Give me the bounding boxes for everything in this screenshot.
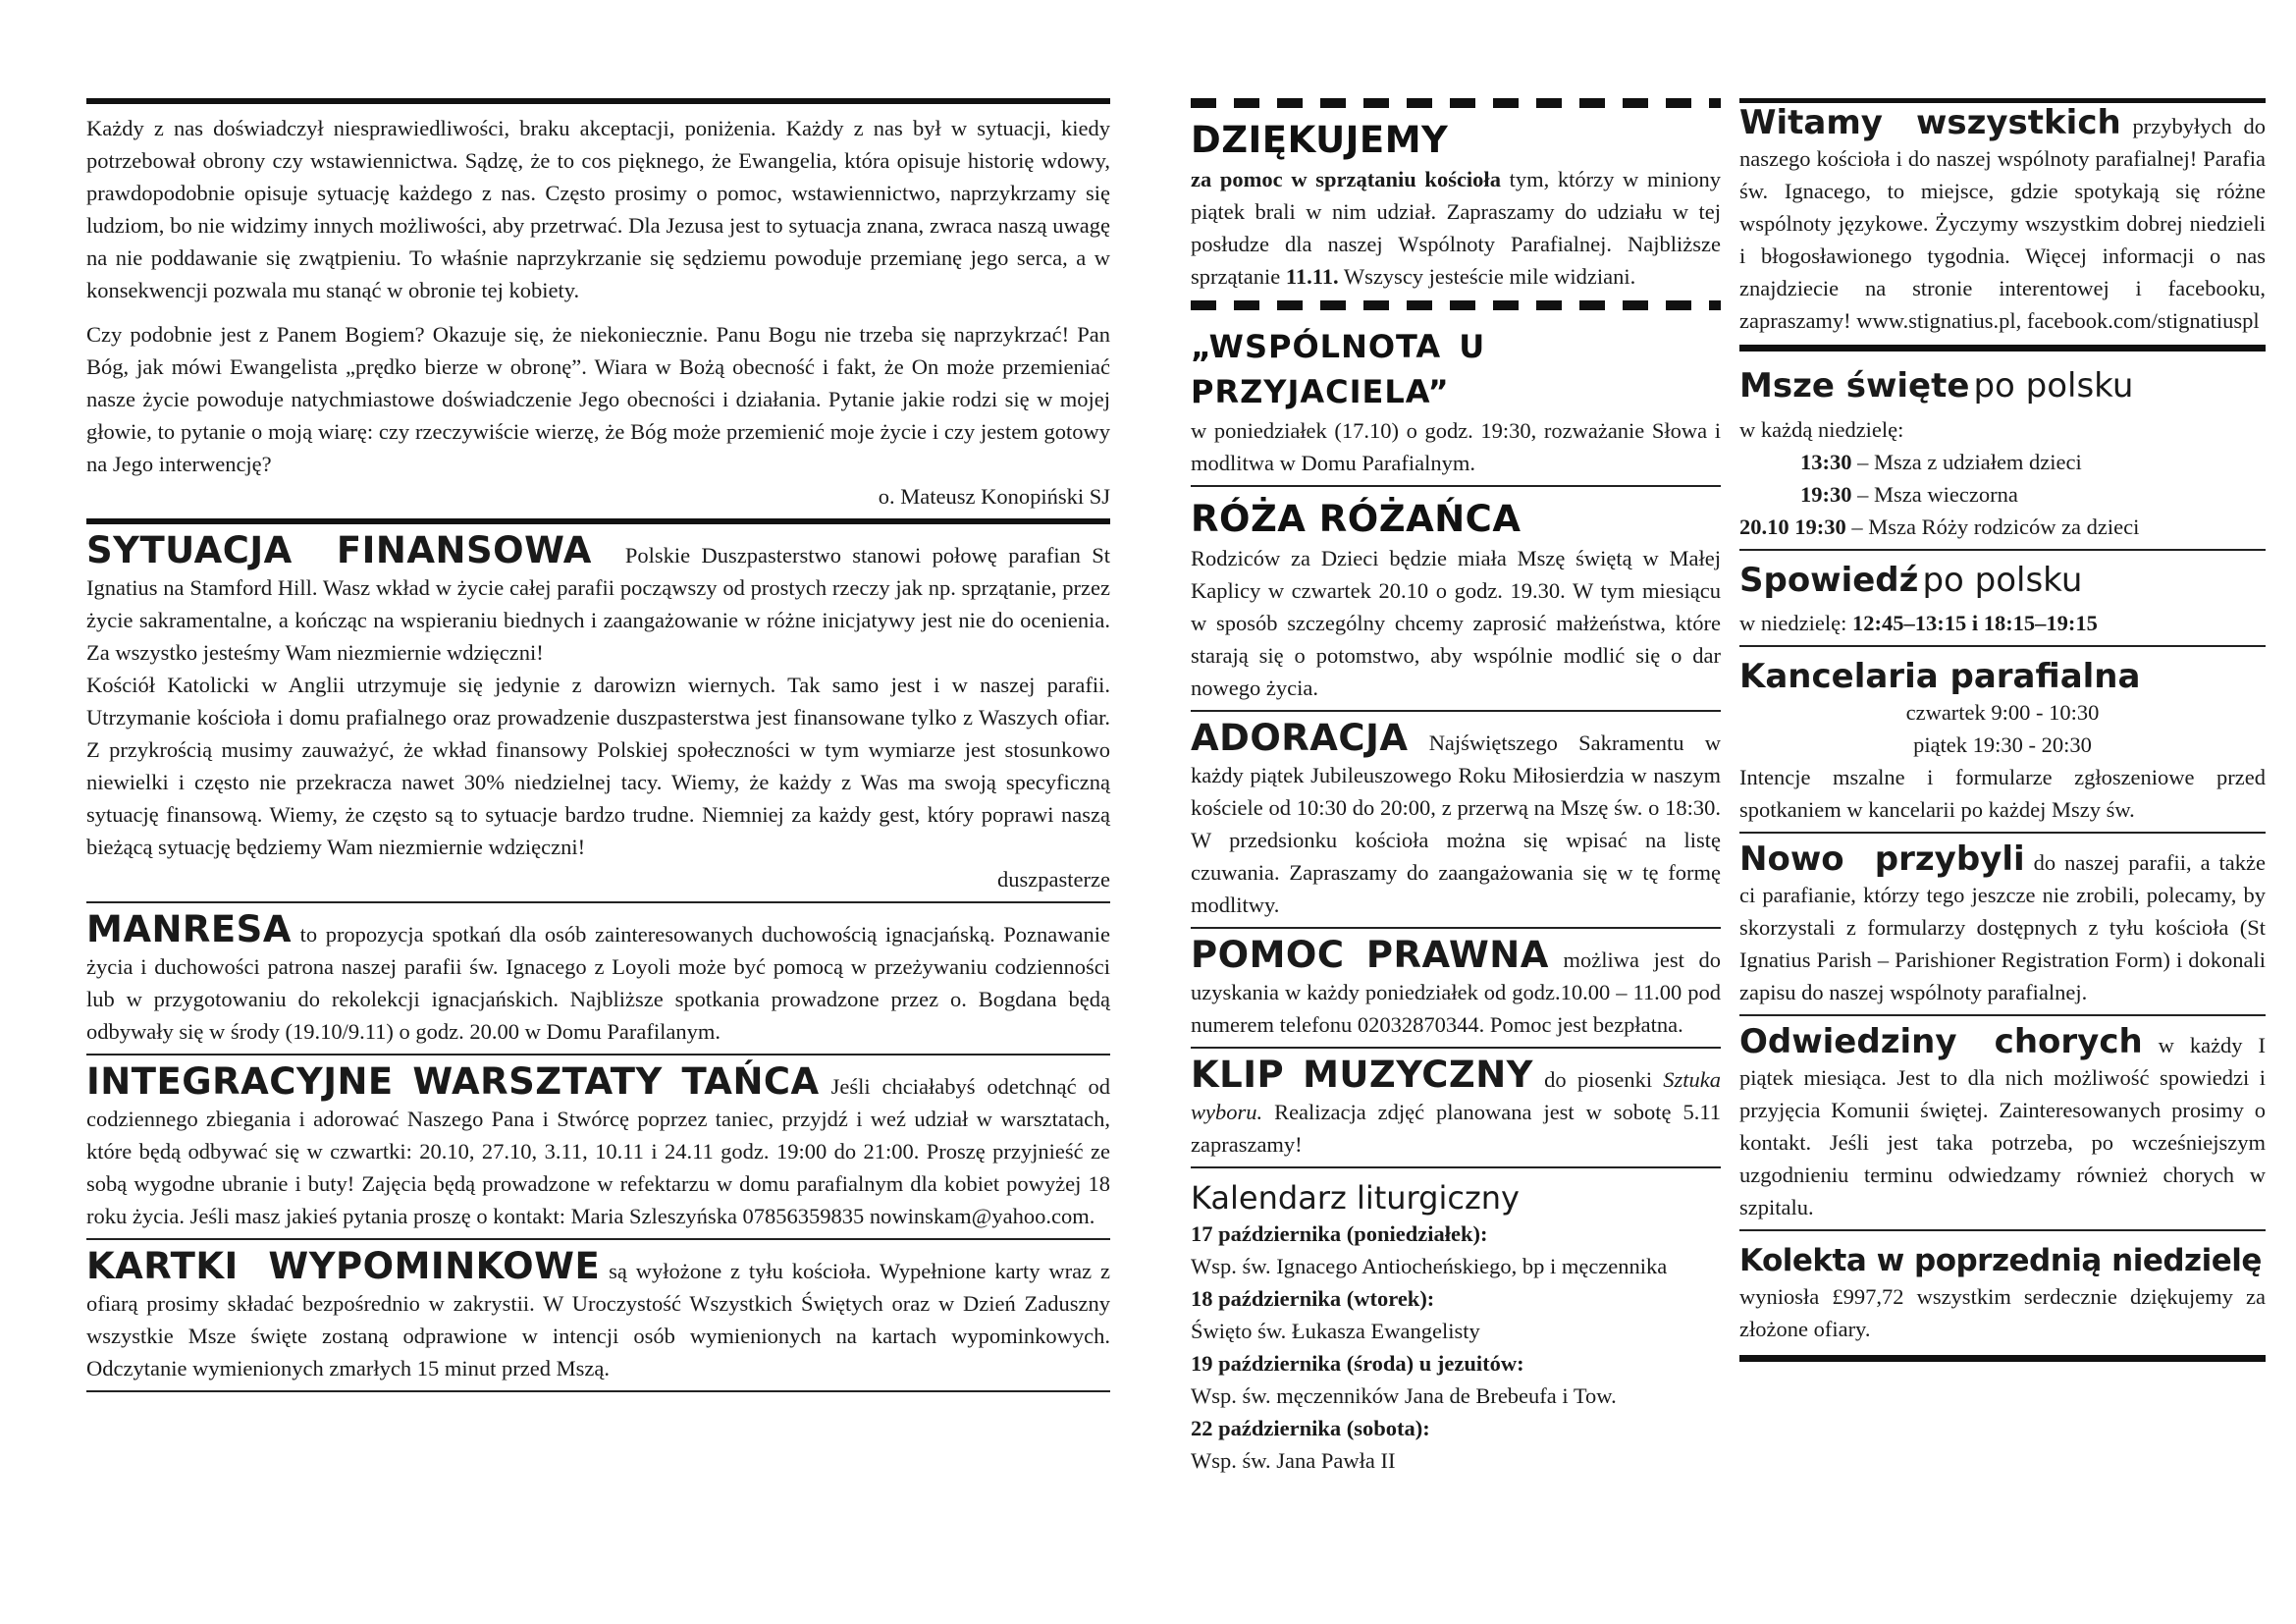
top-rule [86,98,1110,104]
clip-pre: do piosenki [1544,1067,1653,1092]
confession-title-bold: Spowiedź [1739,561,1919,600]
dashed-rule [1191,98,1721,108]
mass-subtitle: w każdą niedzielę: [1739,417,1904,442]
legal-section [1191,934,1722,1041]
left-column [86,98,1110,1402]
dance-title: INTEGRACYJNE WARSZTATY TAŃCA [86,1060,820,1103]
calendar-item [1191,1412,1721,1477]
right-column [1739,98,2266,1362]
thanks-text [1191,163,1721,293]
confession-times [1739,607,2266,639]
reflection-paragraph-2: Czy podobnie jest z Panem Bogiem? Okazuje się, że niekoniecznie. Panu Bogu nie trzeba się naprzykrzać! Pan Bóg, jak mówi Ewangelista „prędko bierze w obronę”. Wiara w Bożą obecność i fakt, że On może przemieniać nasze życie powoduje natychmiastowe doświadczenie Jego obecności i działania. Pytanie jakie rodzi się w mojej głowie, to pytanie o moją wiarę: czy rzeczywiście wierzę, że Bóg może przemienić moje życie i czy jestem gotowy na Jego interwencję? [86,322,1110,476]
sick-title: Odwiedziny chorych [1739,1022,2143,1061]
finance-text-2: Kościół Katolicki w Anglii utrzymuje się jedynie z darowizn wiernych. Tak samo jest i w naszej parafii. Utrzymanie kościoła i domu prafialnego oraz prowadzenie duszpasterstwa jest finansowane tylko z Waszych ofiar. Z przykrością musimy zauważyć, że wkład finansowy Polskiej społeczności w tym wymiarze jest stosunkowo niewielki i często nie przekracza nawet 30% niedzielnej tacy. Wiemy, że każdy z Was ma swoją specyficzną sytuację finansową. Wiemy, że często są to sytuacje bardzo trudne. Niemniej za każdy gest, który poprawi naszą bieżącą sytuację będziemy Wam niezmiernie wdzięczni! [86,673,1110,859]
divider [1191,710,1721,712]
welcome-title: Witamy wszystkich [1739,103,2121,142]
bottom-rule [1739,1355,2266,1362]
calendar-text: Święto św. Łukasza Ewangelisty [1191,1319,1480,1343]
divider [1739,1014,2266,1016]
section-rule [1739,345,2266,352]
cards-title: KARTKI WYPOMINKOWE [86,1245,601,1287]
adoration-text: Najświętszego Sakramentu w każdy piątek Jubileuszowego Roku Miłosierdzia w naszym kościele od 10:30 do 20:00, z przerwą na Mszę św. o 18:30. W przedsionku kościoła można się wpisać na listę czuwania. Zapraszamy do zaangażowania się w tę formę modlitwy. [1191,731,1721,917]
divider [1739,832,2266,834]
divider [86,1238,1110,1240]
rosary-title: RÓŻA RÓŻAŃCA [1191,498,1522,540]
divider [86,901,1110,903]
reflection-signature: o. Mateusz Konopiński SJ [878,484,1110,509]
sick-text: w każdy I piątek miesiąca. Jest to dla nich możliwość spowiedzi i przyjęcia Komunii świętej. Zainteresowanych prosimy o kontakt. Jeśli jest taka potrzeba, po wcześniejszym uzgodnieniu terminu odwiedzamy również chorych w szpitalu. [1739,1033,2267,1219]
mass-title-light: po polsku [1973,366,2134,406]
divider [86,1054,1110,1056]
manresa-title: MANRESA [86,908,292,950]
reflection-paragraph-1: Każdy z nas doświadczył niesprawiedliwości, braku akceptacji, poniżenia. Każdy z nas był w sytuacji, kiedy potrzebował obrony czy wstawiennictwa. Sądzę, że to cos pięknego, że Ewangelia, która opisuje historię wdowy, prawdopodobnie opisuje sytuację każdego z nas. Często prosimy o pomoc, wstawiennictwo, naprzykrzamy się ludziom, bo nie widzimy innych możliwości, aby przetrwać. Dla Jezusa jest to sytuacja znana, zwraca naszą uwagę na nie poddawanie się zwątpieniu. To właśnie naprzykrzanie się sędziemu powoduje przemianę jego serca, a w konsekwencji pozwala mu stanąć w obronie tej kobiety. [86,116,1110,302]
manresa-section [86,908,1111,1048]
office-title: Kancelaria parafialna [1739,657,2141,696]
cards-section [86,1245,1110,1384]
legal-text: możliwa jest do uzyskania w każdy poniedziałek od godz.10.00 – 11.00 pod numerem telefonu 02032870344. Pomoc jest bezpłatna. [1191,947,1722,1037]
clip-section [1191,1054,1722,1161]
legal-title: POMOC PRAWNA [1191,934,1549,976]
calendar-text: Wsp. św. Jana Pawła II [1191,1448,1396,1473]
collection-title: Kolekta w poprzednią niedzielę [1739,1243,2262,1278]
divider [1191,1047,1721,1049]
rosary-text: Rodziców za Dzieci będzie miała Mszę świętą w Małej Kaplicy w czwartek 20.10 o godz. 19.30. W tym miesiącu w sposób szczególny chcemy zaprosić małżeństwa, które starają się o potomstwo, aby wspólnie modlić się o dar nowego życia. [1191,546,1721,700]
welcome-text: przybyłych do naszego kościoła i do naszej wspólnoty parafialnej! Parafia św. Ignacego, to miejsce, gdzie spotykają się różne wspólnoty językowe. Życzymy wszystkim dobrej niedzieli i błogosławionego tygodnia. Więcej informacji o nas znajdziecie na stronie interentowej i facebooku, zapraszamy! www.stignatius.pl, facebook.com/stignatiuspl [1739,114,2267,333]
thanks-bold: za pomoc w sprzątaniu kościoła [1191,167,1501,191]
thanks-end: Wszyscy jesteście mile widziani. [1343,264,1636,289]
office-hours-1: czwartek 9:00 - 10:30 [1905,700,2100,725]
mass-extra [1739,511,2266,543]
calendar-item [1191,1347,1721,1412]
finance-text-1: Polskie Duszpasterstwo stanowi połowę parafian St Ignatius na Stamford Hill. Wasz wkład w życie całej parafii począwszy od prostych rzeczy jak np. sprzątanie, przez życie sakramentalne, a kończąc na wspieraniu biednych i zaangażowanie w różne inicjatywy jest nie do ocenienia. Za wszystko jesteśmy Wam niezmiernie wdzięczni! [86,543,1111,665]
friend-title: „WSPÓLNOTA U PRZYJACIELA” [1191,328,1486,410]
calendar-list [1191,1218,1721,1477]
office-text: Intencje mszalne i formularze zgłoszeniowe przed spotkaniem w kancelarii po każdej Mszy św. [1739,765,2266,822]
mass-desc: – Msza z udziałem dzieci [1857,450,2082,474]
confession-title-light: po polsku [1922,561,2083,600]
welcome-section [1739,103,2267,337]
divider [1191,1166,1721,1168]
mass-title-bold: Msze święte [1739,366,1970,406]
thanks-body: tym, którzy w miniony piątek brali w nim udział. Zapraszamy do udziału w tej posłudze dla naszej Wspólnoty Parafialnej. Najbliższe sprzątanie [1191,167,1721,289]
thanks-date: 11.11. [1285,264,1339,289]
clip-song: Sztuka wyboru. [1191,1067,1722,1124]
mass-desc: – Msza wieczorna [1857,482,2018,507]
newcomers-title: Nowo przybyli [1739,839,2025,879]
section-rule [86,518,1110,524]
confession-title [1739,561,2266,607]
finance-title: SYTUACJA FINANSOWA [86,529,592,571]
cards-text: są wyłożone z tyłu kościoła. Wypełnione karty wraz z ofiarą prosimy składać bezpośrednio w zakrystii. W Uroczystość Wszystkich Świętych oraz w Dzień Zaduszny wszystkie Msze święte zostaną odprawione w intencji osób wymienionych na kartach wypominkowych. Odczytanie wymienionych zmarłych 15 minut przed Mszą. [86,1259,1110,1380]
collection-text: wyniosła £997,72 wszystkim serdecznie dziękujemy za złożone ofiary. [1739,1284,2266,1341]
calendar-title: Kalendarz liturgiczny [1191,1179,1520,1217]
clip-title: KLIP MUZYCZNY [1191,1054,1533,1096]
dance-section [86,1060,1111,1232]
mass-time: 19:30 [1800,482,1852,507]
dashed-rule [1191,300,1721,310]
confession-hours: 12:45–13:15 i 18:15–19:15 [1851,611,2098,635]
divider [1191,485,1721,487]
divider [1739,1229,2266,1231]
divider [1191,927,1721,929]
finance-section [86,529,1111,669]
thanks-title: DZIĘKUJEMY [1191,119,1449,161]
newcomers-section [1739,839,2266,1008]
calendar-date: 22 października (sobota): [1191,1416,1430,1440]
finance-signature: duszpasterze [997,867,1110,892]
calendar-text: Wsp. św. męczenników Jana de Brebeufa i Tow. [1191,1383,1617,1408]
clip-text: Realizacja zdjęć planowana jest w sobotę 5.11 zapraszamy! [1191,1100,1721,1157]
friend-text: w poniedziałek (17.10) o godz. 19:30, rozważanie Słowa i modlitwa w Domu Parafialnym. [1191,418,1721,475]
mass-title [1739,365,2266,413]
calendar-text: Wsp. św. Ignacego Antiocheńskiego, bp i męczennika [1191,1254,1668,1278]
divider [1739,549,2266,551]
mass-extra-time: 20.10 19:30 [1739,514,1846,539]
confession-pre: w niedzielę: [1739,611,1847,635]
mass-time: 13:30 [1800,450,1852,474]
calendar-date: 17 października (poniedziałek): [1191,1221,1488,1246]
sick-section [1739,1022,2267,1223]
calendar-item [1191,1218,1721,1282]
mass-item [1739,446,2266,478]
adoration-section [1191,717,1721,921]
calendar-date: 18 października (wtorek): [1191,1286,1435,1311]
manresa-text: to propozycja spotkań dla osób zainteresowanych duchowością ignacjańską. Poznawanie życia i duchowości patrona naszej parafii św. Ignacego z Loyoli może być pomocą w przeżywaniu codzienności lub w przygotowaniu do rekolekcji ignacjańskich. Najbliższe spotkania prowadzone przez o. Bogdana będą odbywały się w środy (19.10/9.11) o godz. 20.00 w Domu Parafilanym. [86,922,1111,1044]
adoration-title: ADORACJA [1191,717,1409,759]
divider [86,1390,1110,1392]
newcomers-text: do naszej parafii, a także ci parafianie, którzy tego jeszcze nie zrobili, polecamy, by skorzystali z formularzy dostępnych z tyłu kościoła (St Ignatius Parish – Parishioner Registration Form) i dokonali zapisu do naszej wspólnoty parafialnej. [1739,850,2266,1004]
mass-item [1739,478,2266,511]
mass-extra-text: – Msza Róży rodziców za dzieci [1851,514,2140,539]
calendar-date: 19 października (środa) u jezuitów: [1191,1351,1524,1376]
divider [1739,645,2266,647]
calendar-item [1191,1282,1721,1347]
middle-column [1191,98,1721,1477]
dance-text: Jeśli chciałabyś odetchnąć od codziennego zbiegania i adorować Naszego Pana i Stwórcę poprzez taniec, przyjdź i weź udział w warsztatach, które będą odbywać się w czwartki: 20.10, 27.10, 3.11, 10.11 i 24.11 godz. 19:00 do 21:00. Proszę przyjnieść ze sobą wygodne ubranie i buty! Zajęcia będą prowadzone w refektarzu w domu parafialnym dla kobiet powyżej 18 roku życia. Jeśli masz jakieś pytania proszę o kontakt: Maria Szleszyńska 07856359835 nowinskam@yahoo.com. [86,1074,1111,1228]
office-hours-2: piątek 19:30 - 20:30 [1913,732,2092,757]
